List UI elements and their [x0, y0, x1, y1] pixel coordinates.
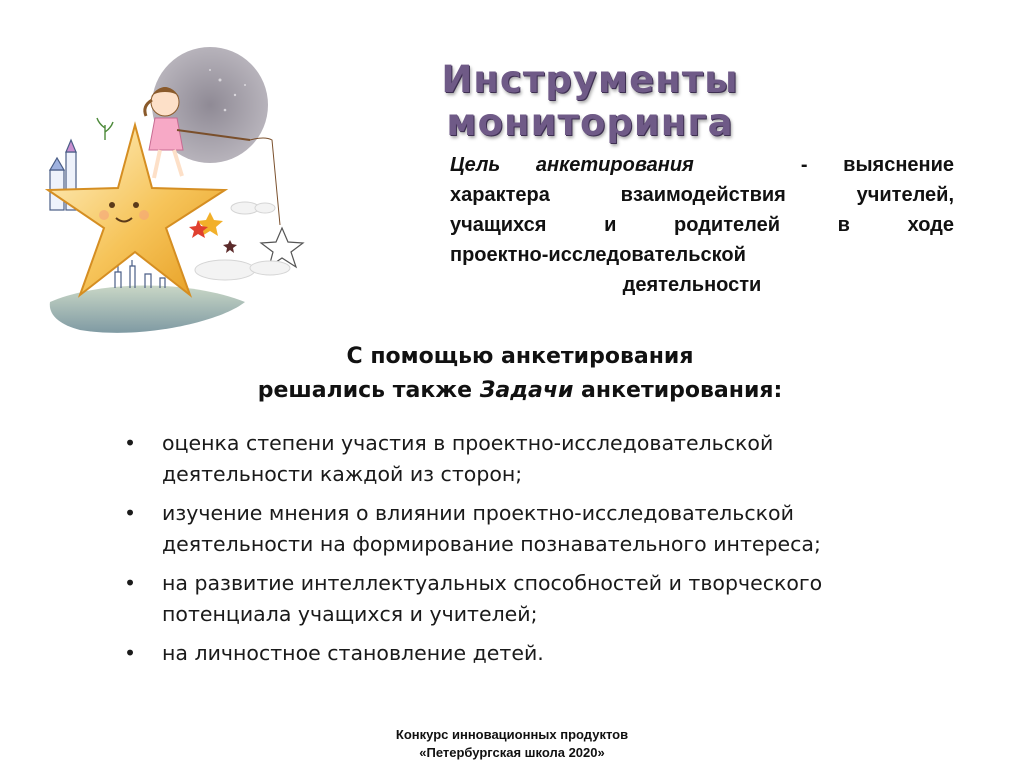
goal-line-2: характера взаимодействия учителей,	[450, 184, 954, 206]
goal-line-3: учащихся и родителей в ходе	[450, 214, 954, 236]
list-item-text: изучение мнения о влиянии проектно-исследовательской деятельности на формирование познавательного интереса;	[162, 501, 821, 556]
star-girl-illustration	[20, 40, 320, 345]
list-item	[120, 568, 920, 630]
tasks-heading	[130, 340, 910, 408]
bullet-icon: •	[124, 571, 137, 595]
list-item-text: на личностное становление детей.	[162, 641, 544, 665]
footer-line-2: «Петербургская школа 2020»	[419, 745, 605, 760]
list-item	[120, 498, 920, 560]
footer-line-1: Конкурс инновационных продуктов	[395, 727, 629, 742]
list-item	[120, 638, 920, 669]
heading-pre: решались также	[257, 378, 473, 403]
list-item-text: оценка степени участия в проектно-исследовательской деятельности каждой из сторон;	[162, 431, 774, 486]
bullet-icon: •	[124, 501, 137, 525]
heading-post: анкетирования:	[581, 378, 783, 403]
bullet-icon: •	[124, 641, 137, 665]
goal-text-block	[450, 150, 954, 300]
goal-line-text: - выяснение	[800, 154, 955, 176]
tasks-heading-line-2	[130, 374, 910, 408]
list-item	[120, 428, 920, 490]
tasks-list	[120, 428, 920, 677]
footer	[300, 726, 724, 762]
list-item-text: на развитие интеллектуальных способностей и творческого потенциала учащихся и учителей;	[162, 571, 823, 626]
bullet-icon: •	[124, 431, 137, 455]
goal-line-5: деятельности	[622, 274, 762, 296]
tasks-heading-line-1: С помощью анкетирования	[346, 344, 694, 369]
heading-em: Задачи	[479, 378, 574, 403]
slide-title: Инструменты мониторинга	[441, 58, 739, 144]
island-shape	[50, 286, 245, 333]
goal-line-4: проектно-исследовательской	[450, 244, 746, 266]
goal-line-1	[450, 150, 954, 180]
goal-lead: Цель анкетирования	[450, 154, 694, 176]
